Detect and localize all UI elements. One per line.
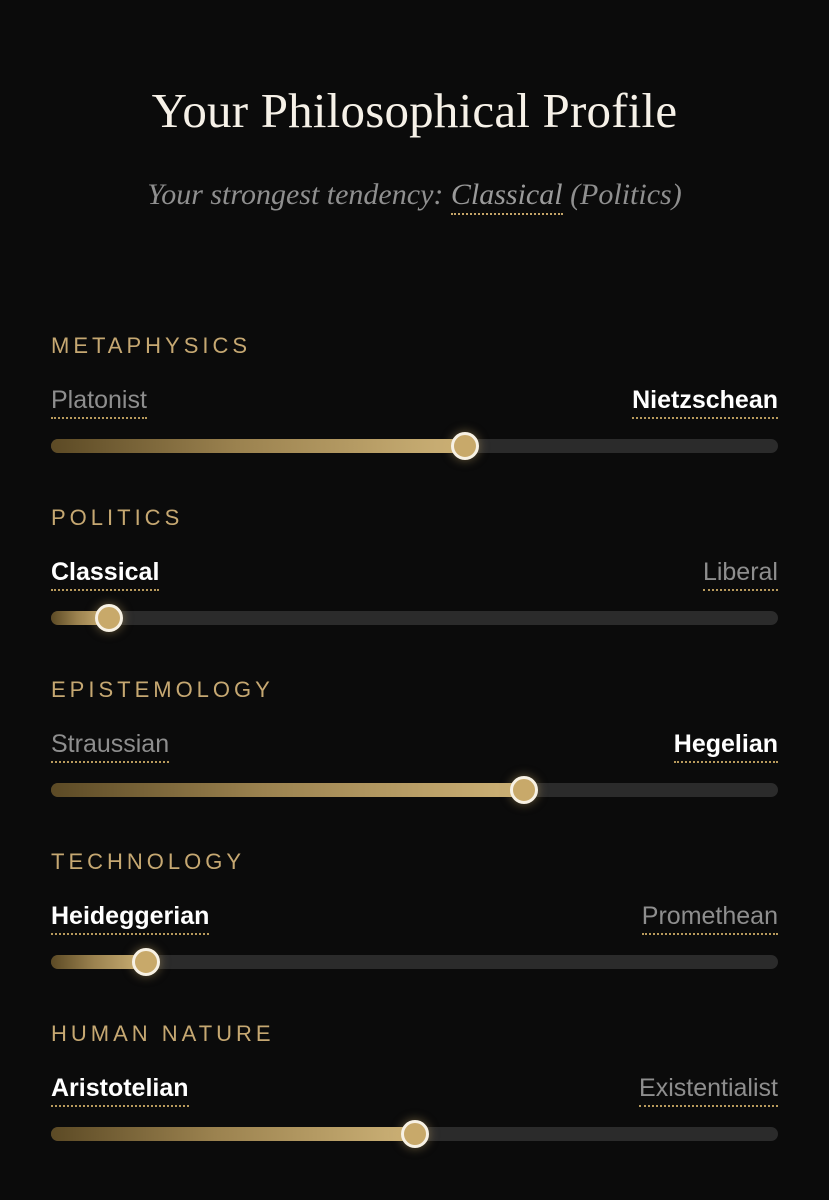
slider-section-human-nature xyxy=(51,1021,778,1161)
slider-track[interactable] xyxy=(51,955,778,969)
slider-track[interactable] xyxy=(51,611,778,625)
section-title: POLITICS xyxy=(51,505,184,530)
slider-section-metaphysics xyxy=(51,333,778,473)
slider-thumb[interactable] xyxy=(510,776,538,804)
slider-thumb[interactable] xyxy=(401,1120,429,1148)
slider-section-politics xyxy=(51,505,778,645)
pole-left-label[interactable]: Straussian xyxy=(51,729,169,763)
subtitle-highlight[interactable]: Classical xyxy=(451,178,563,215)
slider-fill xyxy=(51,1127,415,1141)
slider-section-epistemology xyxy=(51,677,778,817)
slider-fill xyxy=(51,439,465,453)
slider-track[interactable] xyxy=(51,439,778,453)
strongest-tendency-subtitle xyxy=(0,178,829,212)
pole-right-label[interactable]: Promethean xyxy=(642,901,778,935)
slider-section-technology xyxy=(51,849,778,989)
slider-track[interactable] xyxy=(51,1127,778,1141)
slider-thumb[interactable] xyxy=(451,432,479,460)
section-title: EPISTEMOLOGY xyxy=(51,677,274,702)
pole-left-label[interactable]: Classical xyxy=(51,557,159,591)
subtitle-suffix: (Politics) xyxy=(570,178,682,211)
pole-right-label[interactable]: Existentialist xyxy=(639,1073,778,1107)
slider-thumb[interactable] xyxy=(95,604,123,632)
section-title: METAPHYSICS xyxy=(51,333,252,358)
subtitle-prefix: Your strongest tendency: xyxy=(147,178,444,211)
pole-right-label[interactable]: Nietzschean xyxy=(632,385,778,419)
page-title: Your Philosophical Profile xyxy=(151,83,678,138)
pole-right-label[interactable]: Liberal xyxy=(703,557,778,591)
slider-track[interactable] xyxy=(51,783,778,797)
section-title: TECHNOLOGY xyxy=(51,849,246,874)
slider-fill xyxy=(51,783,524,797)
pole-left-label[interactable]: Heideggerian xyxy=(51,901,209,935)
pole-left-label[interactable]: Aristotelian xyxy=(51,1073,189,1107)
pole-right-label[interactable]: Hegelian xyxy=(674,729,778,763)
slider-thumb[interactable] xyxy=(132,948,160,976)
section-title: HUMAN NATURE xyxy=(51,1021,275,1046)
pole-left-label[interactable]: Platonist xyxy=(51,385,147,419)
